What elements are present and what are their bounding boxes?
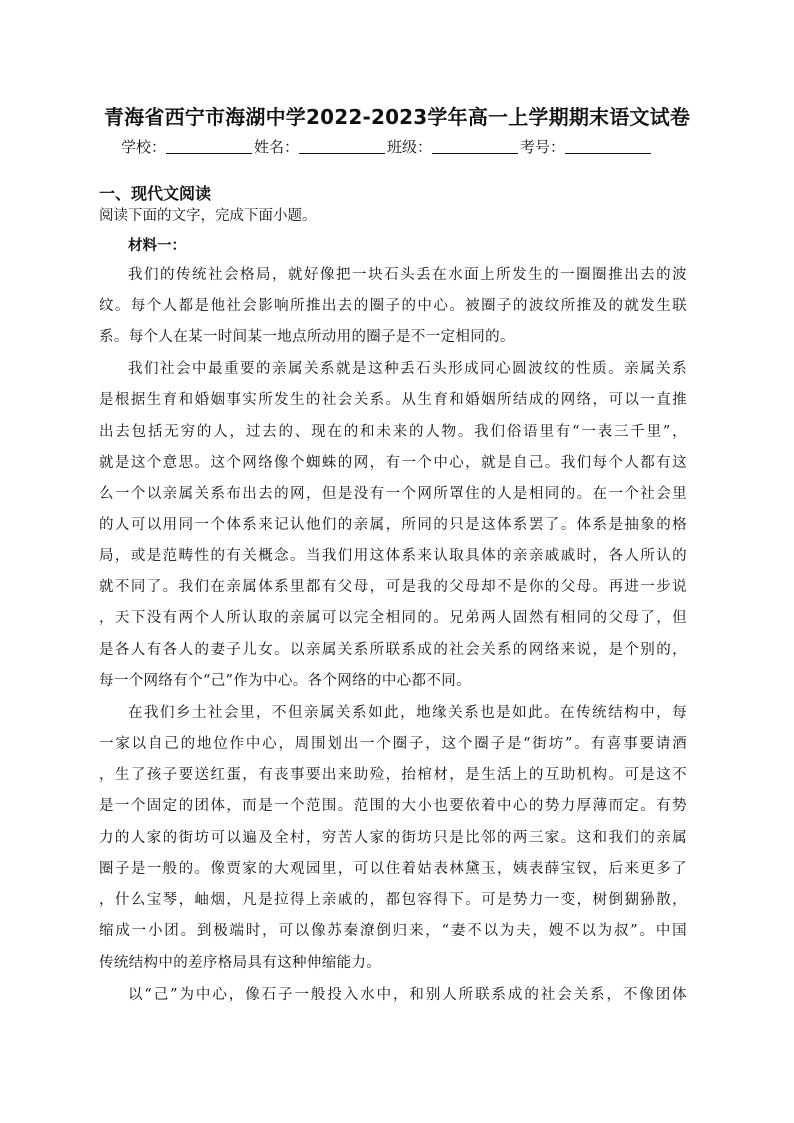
student-info-row: [121, 137, 681, 157]
school-blank: [166, 138, 252, 154]
school-label: 学校：: [121, 138, 167, 156]
text-line: 一家以自己的地位作中心，周围划出一个圈子，这个圈子是“街坊”。有喜事要请酒: [99, 736, 687, 752]
exam-number-blank: [565, 138, 651, 154]
section-heading: 一、现代文阅读: [99, 184, 212, 203]
exam-number-label: 考号：: [520, 138, 566, 156]
text-line: 局，或是范畴性的有关概念。当我们用这体系来认取具体的亲亲戚戚时，各人所认的: [99, 548, 687, 564]
text-line: 是各人有各人的妻子儿女。以亲属关系所联系成的社会关系的网络来说，是个别的，: [99, 642, 687, 658]
text-line: 我们社会中最重要的亲属关系就是这种丢石头形成同心圆波纹的性质。亲属关系: [128, 361, 687, 377]
reading-instruction: 阅读下面的文字，完成下面小题。: [99, 208, 317, 224]
class-blank: [432, 138, 518, 154]
text-line: ，天下没有两个人所认取的亲属可以完全相同的。兄弟两人固然有相同的父母了，但: [99, 610, 687, 626]
class-label: 班级：: [387, 138, 433, 156]
text-line: 系。每个人在某一时间某一地点所动用的圈子是不一定相同的。: [99, 329, 515, 345]
exam-title: 青海省西宁市海湖中学2022-2023学年高一上学期期末语文试卷: [103, 105, 691, 129]
text-line: 是一个固定的团体，而是一个范围。范围的大小也要依着中心的势力厚薄而定。有势: [99, 798, 687, 814]
text-line: ，生了孩子要送红蛋，有丧事要出来助殓，抬棺材，是生活上的互助机构。可是这不: [99, 767, 687, 783]
text-line: 纹。每个人都是他社会影响所推出去的圈子的中心。被圈子的波纹所推及的就发生联: [99, 298, 687, 314]
text-line: ，什么宝琴，岫烟，凡是拉得上亲戚的，都包容得下。可是势力一变，树倒猢狲散，: [99, 892, 687, 908]
text-line: 力的人家的街坊可以遍及全村，穷苦人家的街坊只是比邻的两三家。这和我们的亲属: [99, 830, 687, 846]
text-line: 每一个网络有个“己”作为中心。各个网络的中心都不同。: [99, 673, 471, 689]
material-label: 材料一：: [128, 237, 186, 254]
text-line: 我们的传统社会格局，就好像把一块石头丢在水面上所发生的一圈圈推出去的波: [128, 267, 687, 283]
text-line: 的人可以用同一个体系来记认他们的亲属，所同的只是这体系罢了。体系是抽象的格: [99, 517, 687, 533]
text-line: 是根据生育和婚姻事实所发生的社会关系。从生育和婚姻所结成的网络，可以一直推: [99, 392, 687, 408]
text-line: 缩成一小团。到极端时，可以像苏秦潦倒归来，“妻不以为夫，嫂不以为叔”。中国: [99, 923, 687, 939]
text-line: 么一个以亲属关系布出去的网，但是没有一个网所罩住的人是相同的。在一个社会里: [99, 486, 687, 502]
text-line: 出去包括无穷的人，过去的、现在的和未来的人物。我们俗语里有“一表三千里”，: [99, 424, 687, 440]
text-line: 在我们乡土社会里，不但亲属关系如此，地缘关系也是如此。在传统结构中，每: [128, 705, 687, 721]
name-label: 姓名：: [254, 138, 300, 156]
text-line: 传统结构中的差序格局具有这种伸缩能力。: [99, 955, 382, 971]
text-line: 就是这个意思。这个网络像个蜘蛛的网，有一个中心，就是自己。我们每个人都有这: [99, 455, 687, 471]
text-line: 以“己”为中心，像石子一般投入水中，和别人所联系成的社会关系，不像团体: [128, 987, 687, 1003]
name-blank: [299, 138, 385, 154]
text-line: 圈子是一般的。像贾家的大观园里，可以住着姑表林黛玉，姨表薛宝钗，后来更多了: [99, 861, 687, 877]
text-line: 就不同了。我们在亲属体系里都有父母，可是我的父母却不是你的父母。再进一步说: [99, 579, 687, 595]
